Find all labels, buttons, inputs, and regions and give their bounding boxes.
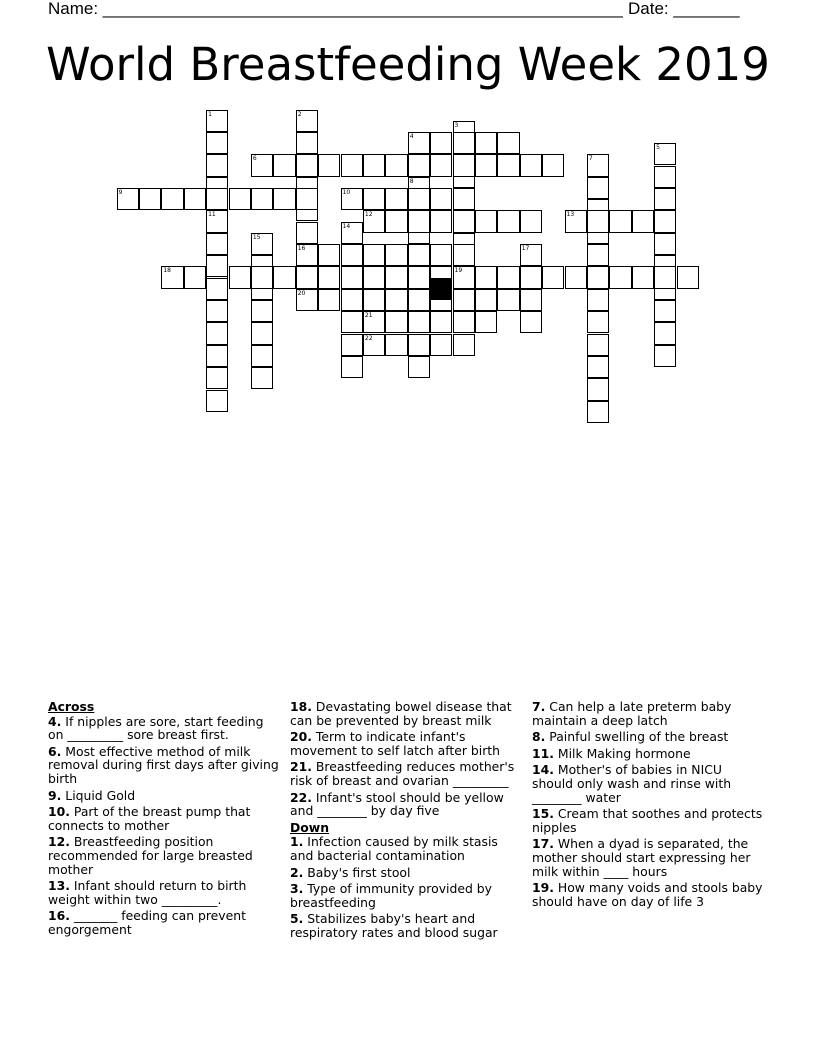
clue-across-21: 21. Breastfeeding reduces mother's risk of breast and ovarian _________ — [290, 759, 515, 788]
crossword-cell[interactable] — [587, 401, 609, 423]
crossword-cell[interactable] — [520, 266, 542, 288]
clue-across-4: 4. If nipples are sore, start feeding on _________ sore breast first. — [48, 713, 264, 743]
crossword-cell[interactable] — [385, 210, 407, 232]
crossword-cell[interactable] — [430, 154, 452, 176]
crossword-cell[interactable] — [161, 188, 183, 210]
clue-down-2: 2. Baby's first stool — [290, 864, 411, 880]
crossword-cell[interactable] — [430, 210, 452, 232]
crossword-cell[interactable] — [453, 266, 475, 288]
name-field[interactable]: Name: _______________________________________________________ — [48, 0, 623, 18]
crossword-cell[interactable] — [273, 154, 295, 176]
crossword-cell[interactable] — [296, 154, 318, 176]
crossword-cell[interactable] — [363, 266, 385, 288]
crossword-cell[interactable] — [363, 154, 385, 176]
crossword-cell[interactable] — [609, 210, 631, 232]
black-square — [430, 278, 452, 300]
crossword-cell[interactable] — [453, 334, 475, 356]
crossword-cell[interactable] — [296, 110, 318, 132]
crossword-cell[interactable] — [654, 266, 676, 288]
crossword-cell[interactable] — [587, 177, 609, 199]
crossword-cell[interactable] — [251, 300, 273, 322]
crossword-cell[interactable] — [587, 210, 609, 232]
crossword-cell[interactable] — [206, 255, 228, 277]
clue-down-15: 15. Cream that soothes and protects nipples — [532, 806, 763, 835]
crossword-cell[interactable] — [677, 266, 699, 288]
clue-number: 6 — [252, 155, 257, 163]
crossword-cell[interactable] — [206, 367, 228, 389]
crossword-cell[interactable] — [341, 334, 363, 356]
clue-number: 19 — [454, 267, 463, 275]
clue-number: 16 — [297, 244, 306, 252]
crossword-cell[interactable] — [318, 289, 340, 311]
crossword-cell[interactable] — [363, 311, 385, 333]
crossword-cell[interactable] — [475, 311, 497, 333]
crossword-cell[interactable] — [385, 188, 407, 210]
crossword-cell[interactable] — [206, 233, 228, 255]
crossword-cell[interactable] — [363, 289, 385, 311]
crossword-cell[interactable] — [385, 266, 407, 288]
clues-column-2 — [290, 700, 522, 943]
clue-across-12: 12. Breastfeeding position recommended for large breasted mother — [48, 834, 253, 877]
crossword-cell[interactable] — [363, 334, 385, 356]
crossword-cell[interactable] — [206, 188, 228, 210]
crossword-cell[interactable] — [408, 289, 430, 311]
clue-across-18: 18. Devastating bowel disease that can be prevented by breast milk — [290, 699, 512, 728]
crossword-cell[interactable] — [318, 244, 340, 266]
clue-down-14: 14. Mother's of babies in NICU should only wash and rinse with ________ water — [532, 762, 732, 805]
crossword-cell[interactable] — [587, 244, 609, 266]
crossword-cell[interactable] — [587, 334, 609, 356]
crossword-cell[interactable] — [587, 356, 609, 378]
clue-down-1: 1. Infection caused by milk stasis and bacterial contamination — [290, 834, 498, 863]
crossword-cell[interactable] — [296, 188, 318, 210]
crossword-cell[interactable] — [363, 244, 385, 266]
crossword-cell[interactable] — [296, 244, 318, 266]
crossword-cell[interactable] — [542, 154, 564, 176]
crossword-cell[interactable] — [408, 188, 430, 210]
clue-number: 17 — [521, 244, 530, 252]
crossword-cell[interactable] — [453, 154, 475, 176]
crossword-cell[interactable] — [609, 266, 631, 288]
clue-number: 12 — [364, 211, 373, 219]
clue-number: 4 — [409, 132, 414, 140]
crossword-cell[interactable] — [296, 222, 318, 244]
crossword-cell[interactable] — [385, 154, 407, 176]
crossword-cell[interactable] — [408, 154, 430, 176]
clue-across-13: 13. Infant should return to birth weight within two _________. — [48, 878, 247, 907]
crossword-cell[interactable] — [408, 210, 430, 232]
crossword-cell[interactable] — [251, 266, 273, 288]
crossword-cell[interactable] — [453, 289, 475, 311]
clue-number: 18 — [163, 267, 171, 275]
crossword-cell[interactable] — [654, 188, 676, 210]
date-field[interactable]: Date: _______ — [628, 0, 740, 18]
crossword-cell[interactable] — [430, 188, 452, 210]
crossword-cell[interactable] — [363, 210, 385, 232]
crossword-cell[interactable] — [520, 210, 542, 232]
crossword-cell[interactable] — [385, 289, 407, 311]
clue-number: 13 — [566, 211, 575, 219]
clue-across-22: 22. Infant's stool should be yellow and ________ by day five — [290, 789, 504, 819]
crossword-cell[interactable] — [341, 311, 363, 333]
crossword-cell[interactable] — [363, 188, 385, 210]
crossword-cell[interactable] — [632, 210, 654, 232]
crossword-cell[interactable] — [430, 132, 452, 154]
crossword-cell[interactable] — [453, 132, 475, 154]
crossword-cell[interactable] — [587, 378, 609, 400]
crossword-cell[interactable] — [184, 188, 206, 210]
clue-down-17: 17. When a dyad is separated, the mother should start expressing her milk within ____ hours — [532, 836, 751, 879]
crossword-cell[interactable] — [341, 356, 363, 378]
crossword-cell[interactable] — [453, 311, 475, 333]
clue-number: 1 — [208, 110, 212, 118]
crossword-cell[interactable] — [654, 210, 676, 232]
crossword-cell[interactable] — [341, 289, 363, 311]
crossword-cell[interactable] — [497, 132, 519, 154]
crossword-cell[interactable] — [341, 222, 363, 244]
across-heading: Across — [48, 699, 95, 714]
crossword-cell[interactable] — [385, 244, 407, 266]
crossword-cell[interactable] — [139, 188, 161, 210]
crossword-cell[interactable] — [229, 188, 251, 210]
clue-number: 8 — [409, 177, 414, 185]
clue-number: 21 — [364, 312, 373, 320]
crossword-cell[interactable] — [251, 322, 273, 344]
crossword-cell[interactable] — [453, 244, 475, 266]
crossword-cell[interactable] — [341, 188, 363, 210]
crossword-cell[interactable] — [341, 154, 363, 176]
crossword-cell[interactable] — [453, 210, 475, 232]
clue-number: 2 — [297, 110, 302, 118]
crossword-cell[interactable] — [654, 322, 676, 344]
crossword-cell[interactable] — [408, 334, 430, 356]
clue-down-7: 7. Can help a late preterm baby maintain a deep latch — [532, 699, 732, 728]
crossword-cell[interactable] — [161, 266, 183, 288]
clue-number: 15 — [252, 233, 261, 241]
crossword-cell[interactable] — [273, 266, 295, 288]
crossword-cell[interactable] — [430, 244, 452, 266]
crossword-cell[interactable] — [206, 300, 228, 322]
clue-down-5: 5. Stabilizes baby's heart and respiratory rates and blood sugar — [290, 911, 498, 940]
clue-number: 5 — [656, 144, 660, 152]
crossword-cell[interactable] — [453, 188, 475, 210]
clue-number: 9 — [118, 188, 123, 196]
crossword-cell[interactable] — [654, 345, 676, 367]
crossword-cell[interactable] — [341, 266, 363, 288]
crossword-cell[interactable] — [632, 266, 654, 288]
clue-number: 20 — [297, 289, 306, 297]
crossword-cell[interactable] — [430, 311, 452, 333]
clue-down-3: 3. Type of immunity provided by breastfeeding — [290, 881, 492, 910]
crossword-cell[interactable] — [654, 143, 676, 165]
clue-across-16: 16. _______ feeding can prevent engorgement — [48, 908, 246, 937]
crossword-cell[interactable] — [520, 244, 542, 266]
crossword-cell[interactable] — [206, 345, 228, 367]
crossword-cell[interactable] — [520, 289, 542, 311]
crossword-cell[interactable] — [385, 311, 407, 333]
crossword-cell[interactable] — [229, 266, 251, 288]
crossword-cell[interactable] — [318, 266, 340, 288]
crossword-cell[interactable] — [341, 244, 363, 266]
crossword-cell[interactable] — [497, 266, 519, 288]
crossword-cell[interactable] — [117, 188, 139, 210]
crossword-cell[interactable] — [408, 132, 430, 154]
crossword-cell[interactable] — [273, 188, 295, 210]
clue-down-8: 8. Painful swelling of the breast — [532, 729, 729, 745]
crossword-cell[interactable] — [520, 311, 542, 333]
crossword-cell[interactable] — [385, 334, 407, 356]
crossword-cell[interactable] — [296, 132, 318, 154]
crossword-cell[interactable] — [475, 266, 497, 288]
crossword-cell[interactable] — [587, 311, 609, 333]
clue-across-6: 6. Most effective method of milk removal during first days after giving birth — [48, 743, 279, 786]
crossword-cell[interactable] — [565, 210, 587, 232]
crossword-cell[interactable] — [206, 110, 228, 132]
clues-column-1 — [48, 700, 280, 940]
crossword-cell[interactable] — [251, 233, 273, 255]
clue-number: 10 — [342, 188, 351, 196]
crossword-cell[interactable] — [497, 210, 519, 232]
crossword-cell[interactable] — [654, 300, 676, 322]
crossword-cell[interactable] — [565, 266, 587, 288]
crossword-cell[interactable] — [206, 132, 228, 154]
crossword-cell[interactable] — [587, 154, 609, 176]
crossword-cell[interactable] — [296, 289, 318, 311]
crossword-cell[interactable] — [587, 266, 609, 288]
clues-column-3 — [532, 700, 764, 911]
crossword-cell[interactable] — [475, 210, 497, 232]
crossword-cell[interactable] — [251, 345, 273, 367]
crossword-cell[interactable] — [654, 233, 676, 255]
crossword-cell[interactable] — [206, 278, 228, 300]
crossword-cell[interactable] — [251, 367, 273, 389]
crossword-cell[interactable] — [408, 311, 430, 333]
crossword-cell[interactable] — [206, 322, 228, 344]
crossword-cell[interactable] — [542, 266, 564, 288]
clue-across-9: 9. Liquid Gold — [48, 787, 136, 803]
crossword-cell[interactable] — [408, 266, 430, 288]
crossword-cell[interactable] — [430, 334, 452, 356]
crossword-cell[interactable] — [520, 154, 542, 176]
crossword-cell[interactable] — [206, 390, 228, 412]
crossword-cell[interactable] — [296, 266, 318, 288]
clue-down-19: 19. How many voids and stools baby should have on day of life 3 — [532, 880, 763, 909]
crossword-cell[interactable] — [475, 154, 497, 176]
crossword-cell[interactable] — [318, 154, 340, 176]
crossword-cell[interactable] — [587, 289, 609, 311]
clue-down-11: 11. Milk Making hormone — [532, 745, 691, 761]
down-heading: Down — [290, 819, 330, 835]
crossword-cell[interactable] — [408, 244, 430, 266]
crossword-cell[interactable] — [184, 266, 206, 288]
clue-across-20: 20. Term to indicate infant's movement to self latch after birth — [290, 729, 501, 758]
crossword-cell[interactable] — [497, 154, 519, 176]
clue-number: 7 — [588, 155, 593, 163]
crossword-cell[interactable] — [408, 356, 430, 378]
clue-number: 14 — [342, 222, 351, 230]
crossword-cell[interactable] — [206, 154, 228, 176]
crossword-cell[interactable] — [251, 188, 273, 210]
crossword-cell[interactable] — [475, 289, 497, 311]
crossword-cell[interactable] — [251, 154, 273, 176]
crossword-cell[interactable] — [654, 166, 676, 188]
clue-number: 11 — [208, 211, 216, 219]
clue-number: 3 — [454, 121, 459, 129]
clue-across-10: 10. Part of the breast pump that connects to mother — [48, 804, 251, 833]
page-title: World Breastfeeding Week 2019 — [46, 38, 770, 91]
clue-number: 22 — [364, 334, 373, 342]
crossword-cell[interactable] — [206, 210, 228, 232]
crossword-cell[interactable] — [475, 132, 497, 154]
crossword-cell[interactable] — [497, 289, 519, 311]
